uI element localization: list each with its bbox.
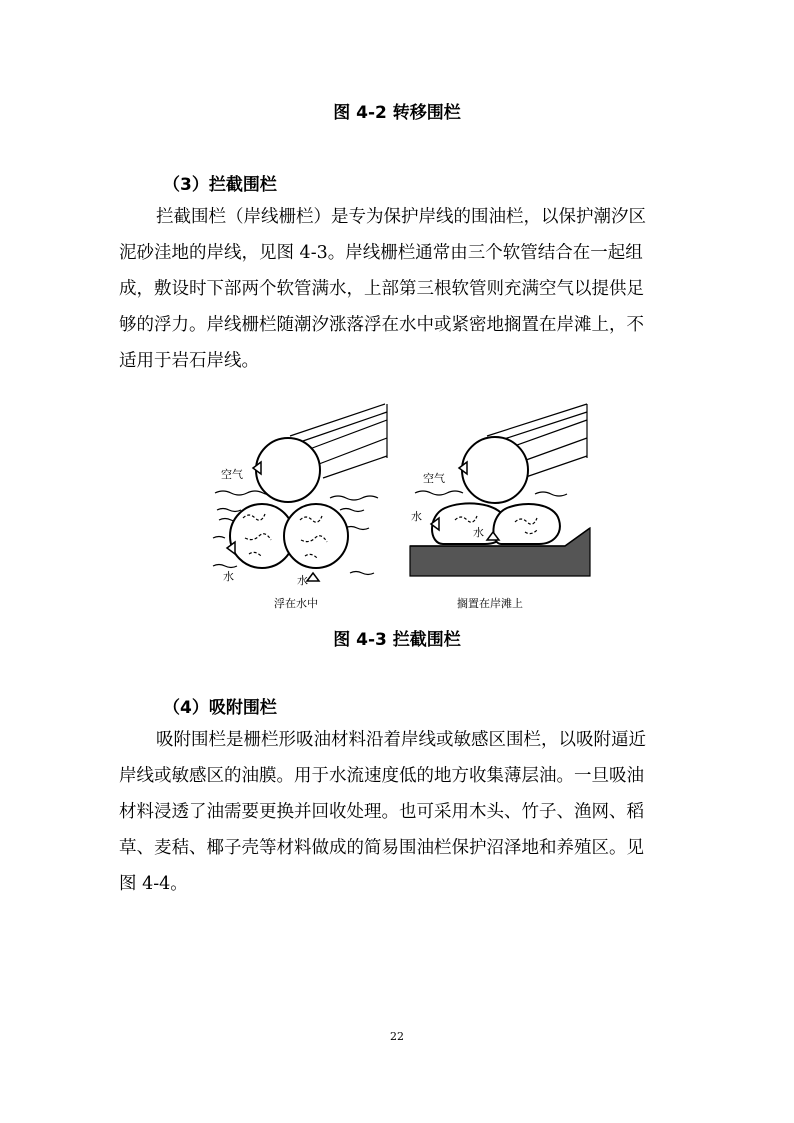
paragraph-line: 图 4-4。 [119, 874, 188, 894]
figure-4-3-caption: 图 4-3 拦截围栏 [333, 630, 461, 650]
paragraph-line: 成，敷设时下部两个软管满水，上部第三根软管则充满空气以提供足 [119, 279, 644, 299]
figure-4-3 [205, 398, 595, 618]
paragraph-line: 够的浮力。岸线栅栏随潮汐涨落浮在水中或紧密地搁置在岸滩上，不 [119, 315, 644, 335]
section-3-heading: （3）拦截围栏 [163, 175, 277, 195]
figure-4-2-caption: 图 4-2 转移围栏 [333, 103, 461, 123]
panel-sublabel: 浮在水中 [274, 597, 318, 610]
page-number: 22 [390, 1030, 404, 1043]
paragraph-line: 草、麦秸、椰子壳等材料做成的简易围油栏保护沼泽地和养殖区。见 [119, 838, 644, 858]
air-label: 空气 [221, 468, 243, 481]
paragraph-line: 拦截围栏（岸线栅栏）是专为保护岸线的围油栏，以保护潮汐区 [156, 207, 646, 227]
paragraph-line: 适用于岩石岸线。 [119, 351, 259, 371]
paragraph-line: 材料浸透了油需要更换并回收处理。也可采用木头、竹子、渔网、稻 [119, 802, 644, 822]
section-3-paragraph [119, 199, 675, 379]
floating-in-water-panel [213, 404, 387, 581]
water-label: 水 [297, 574, 308, 587]
water-label: 水 [411, 510, 422, 523]
water-label: 水 [473, 526, 484, 539]
panel-sublabel: 搁置在岸滩上 [457, 597, 523, 610]
paragraph-line: 吸附围栏是栅栏形吸油材料沿着岸线或敏感区围栏，以吸附逼近 [156, 730, 646, 750]
shore-boom-illustration [205, 398, 595, 618]
section-4-heading: （4）吸附围栏 [163, 698, 277, 718]
paragraph-line: 岸线或敏感区的油膜。用于水流速度低的地方收集薄层油。一旦吸油 [119, 766, 644, 786]
paragraph-line: 泥砂洼地的岸线，见图 4-3。岸线栅栏通常由三个软管结合在一起组 [119, 243, 643, 263]
water-label: 水 [223, 570, 234, 583]
section-4-paragraph [119, 722, 675, 902]
air-label: 空气 [423, 472, 445, 485]
resting-on-shore-panel [410, 404, 590, 576]
